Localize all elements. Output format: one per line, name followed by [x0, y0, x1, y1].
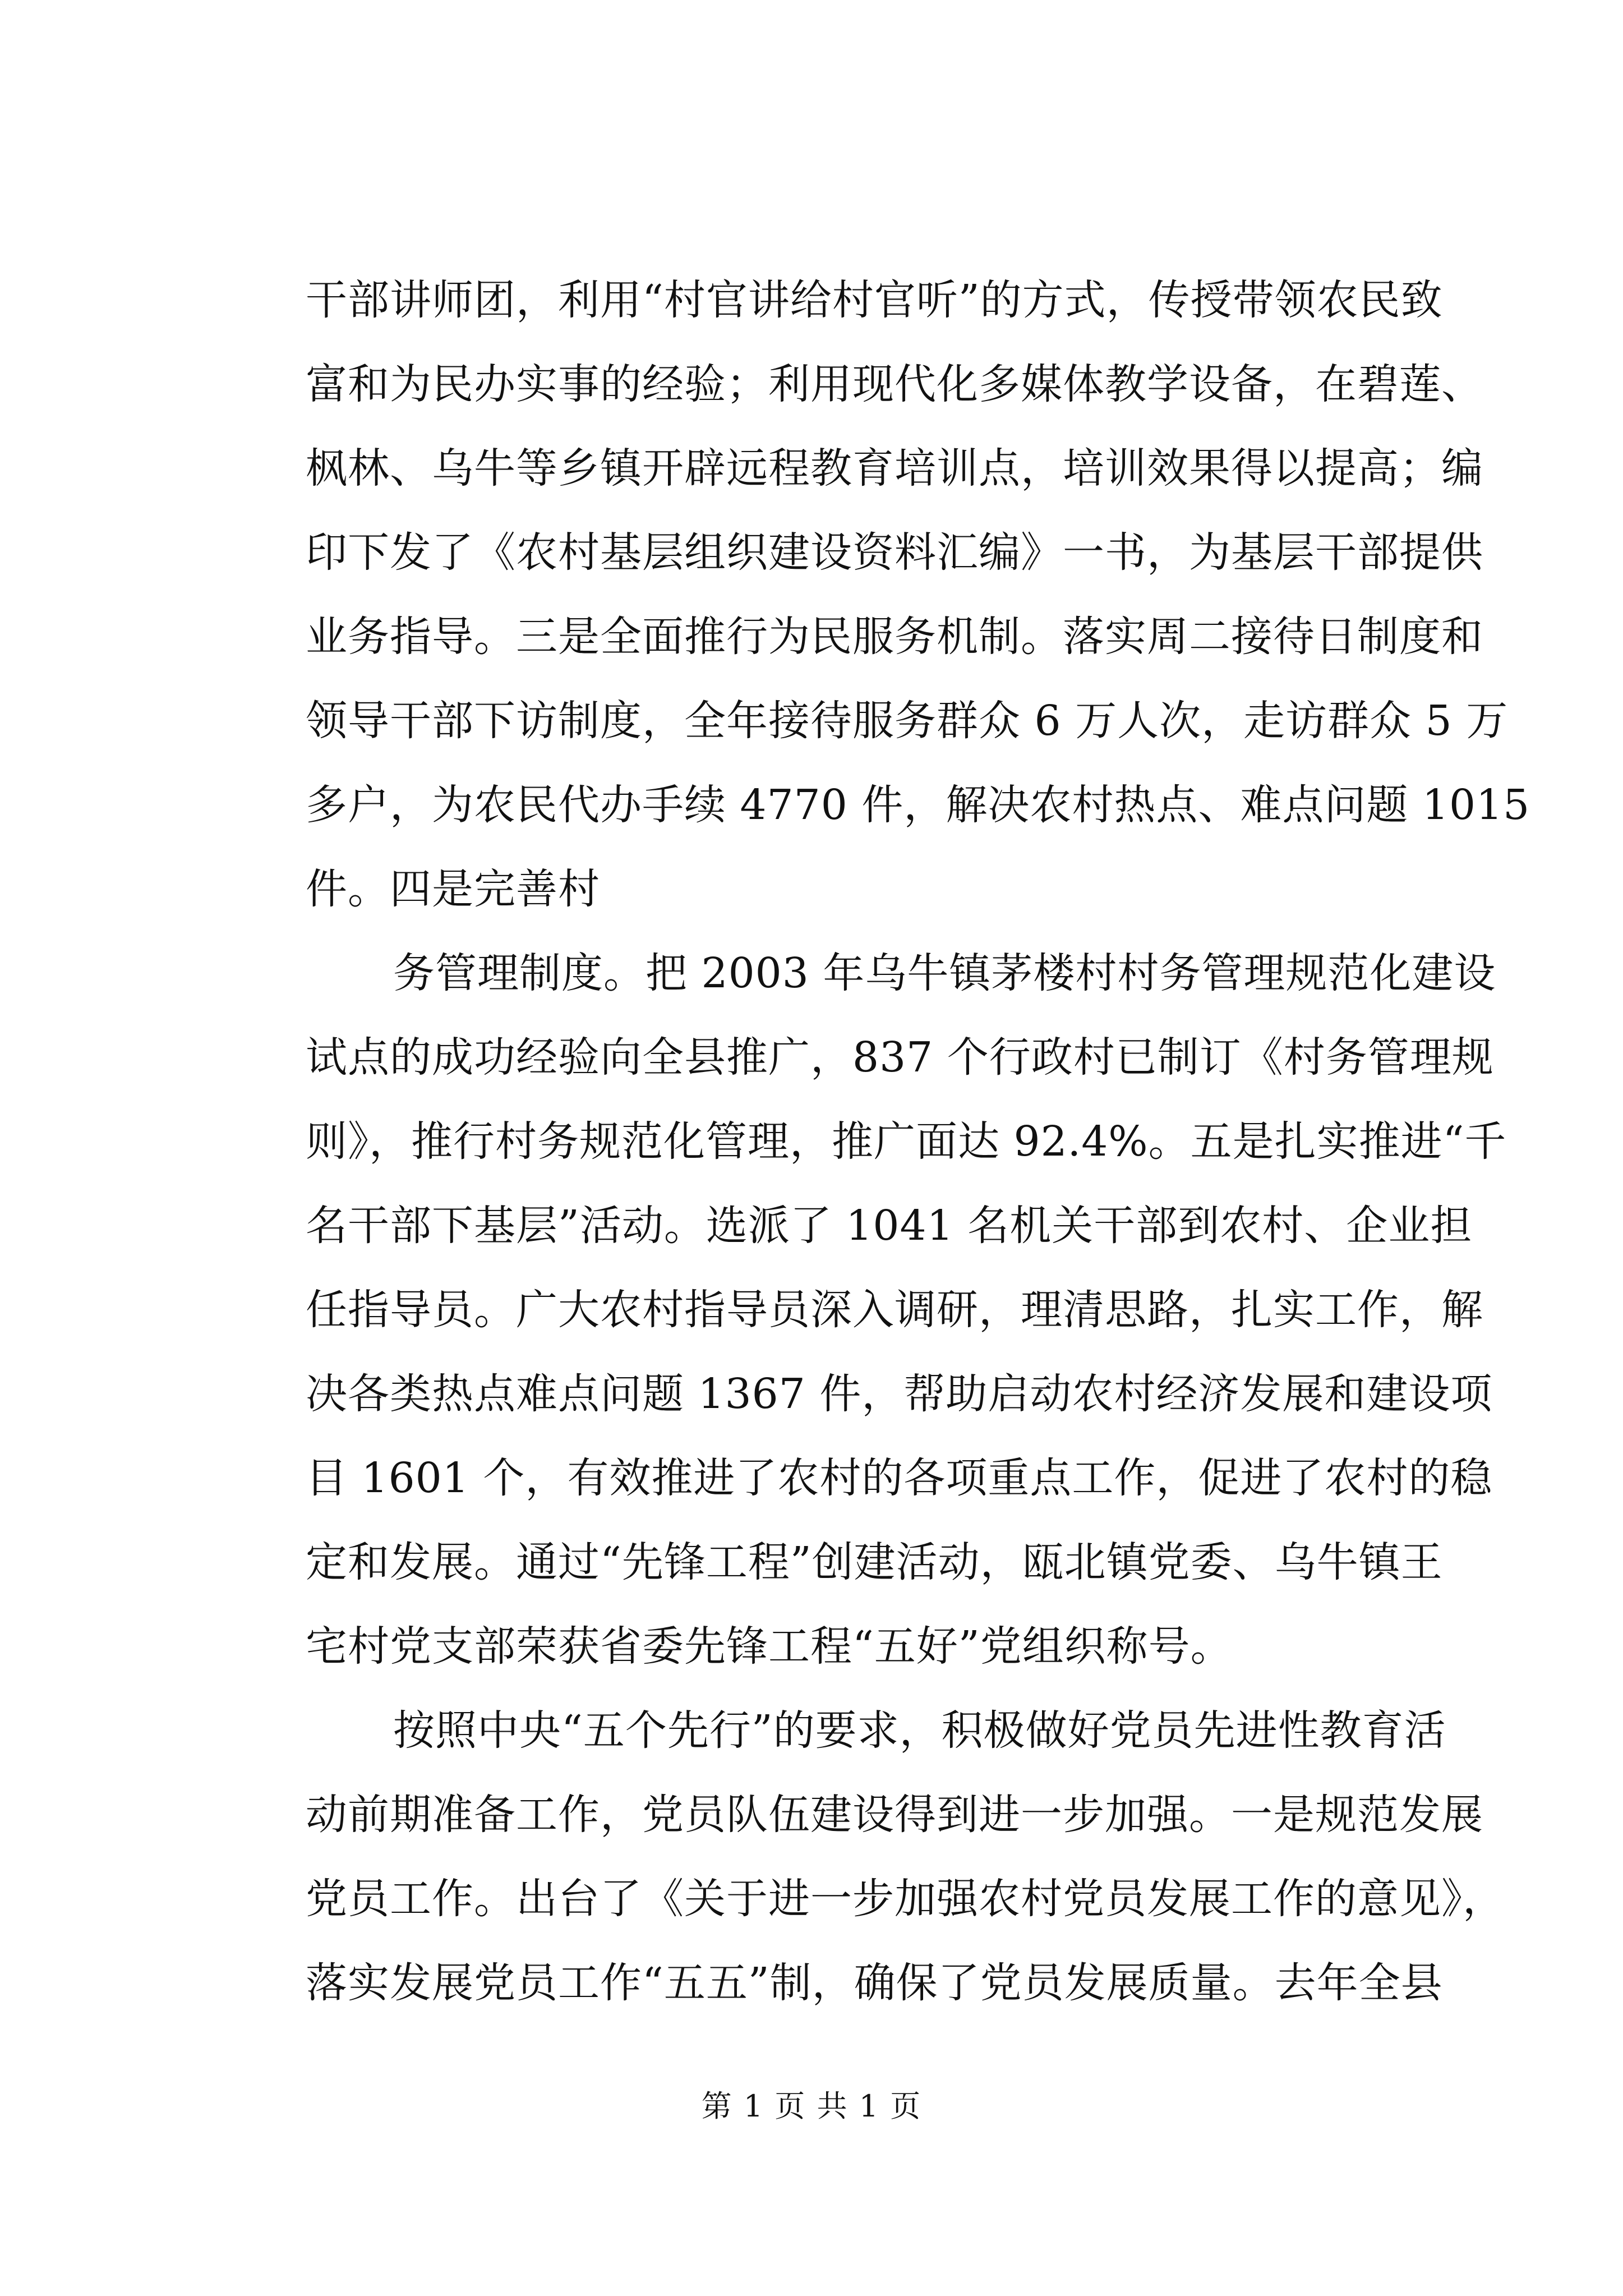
text-line: 富和为民办实事的经验；利用现代化多媒体教学设备，在碧莲、 [306, 360, 1483, 408]
text-line: 落实发展党员工作“五五”制，确保了党员发展质量。去年全县 [306, 1959, 1443, 2007]
text-line: 名干部下基层”活动。选派了 1041 名机关干部到农村、企业担 [306, 1202, 1473, 1250]
text-line: 定和发展。通过“先锋工程”创建活动，瓯北镇党委、乌牛镇王 [306, 1538, 1443, 1586]
page-footer [0, 2087, 1623, 2126]
page-number-label: 第 1 页 共 1 页 [701, 2088, 922, 2124]
text-line: 印下发了《农村基层组织建设资料汇编》一书，为基层干部提供 [306, 528, 1483, 577]
text-line: 目 1601 个，有效推进了农村的各项重点工作，促进了农村的稳 [306, 1454, 1493, 1502]
text-line: 试点的成功经验向全县推广，837 个行政村已制订《村务管理规 [306, 1033, 1494, 1082]
text-line: 多户，为农民代办手续 4770 件，解决农村热点、难点问题 1015 [306, 781, 1530, 829]
text-line: 党员工作。出台了《关于进一步加强农村党员发展工作的意见》， [306, 1875, 1505, 1923]
text-line: 件。四是完善村 [306, 865, 600, 913]
text-line: 业务指导。三是全面推行为民服务机制。落实周二接待日制度和 [306, 613, 1483, 661]
text-line: 则》，推行村务规范化管理，推广面达 92.4%。五是扎实推进“千 [306, 1117, 1507, 1166]
text-line: 宅村党支部荣获省委先锋工程“五好”党组织称号。 [306, 1622, 1233, 1671]
text-line: 干部讲师团，利用“村官讲给村官听”的方式，传授带领农民致 [306, 276, 1443, 324]
text-line: 领导干部下访制度，全年接待服务群众 6 万人次，走访群众 5 万 [306, 697, 1509, 745]
text-line: 务管理制度。把 2003 年乌牛镇茅楼村村务管理规范化建设 [393, 949, 1496, 997]
text-line: 动前期准备工作，党员队伍建设得到进一步加强。一是规范发展 [306, 1791, 1483, 1839]
body-text [306, 258, 1530, 2025]
text-line: 枫林、乌牛等乡镇开辟远程教育培训点，培训效果得以提高；编 [306, 444, 1483, 493]
text-line: 决各类热点难点问题 1367 件，帮助启动农村经济发展和建设项 [306, 1370, 1493, 1418]
text-line: 任指导员。广大农村指导员深入调研，理清思路，扎实工作，解 [306, 1286, 1483, 1334]
text-line: 按照中央“五个先行”的要求，积极做好党员先进性教育活 [393, 1706, 1446, 1755]
